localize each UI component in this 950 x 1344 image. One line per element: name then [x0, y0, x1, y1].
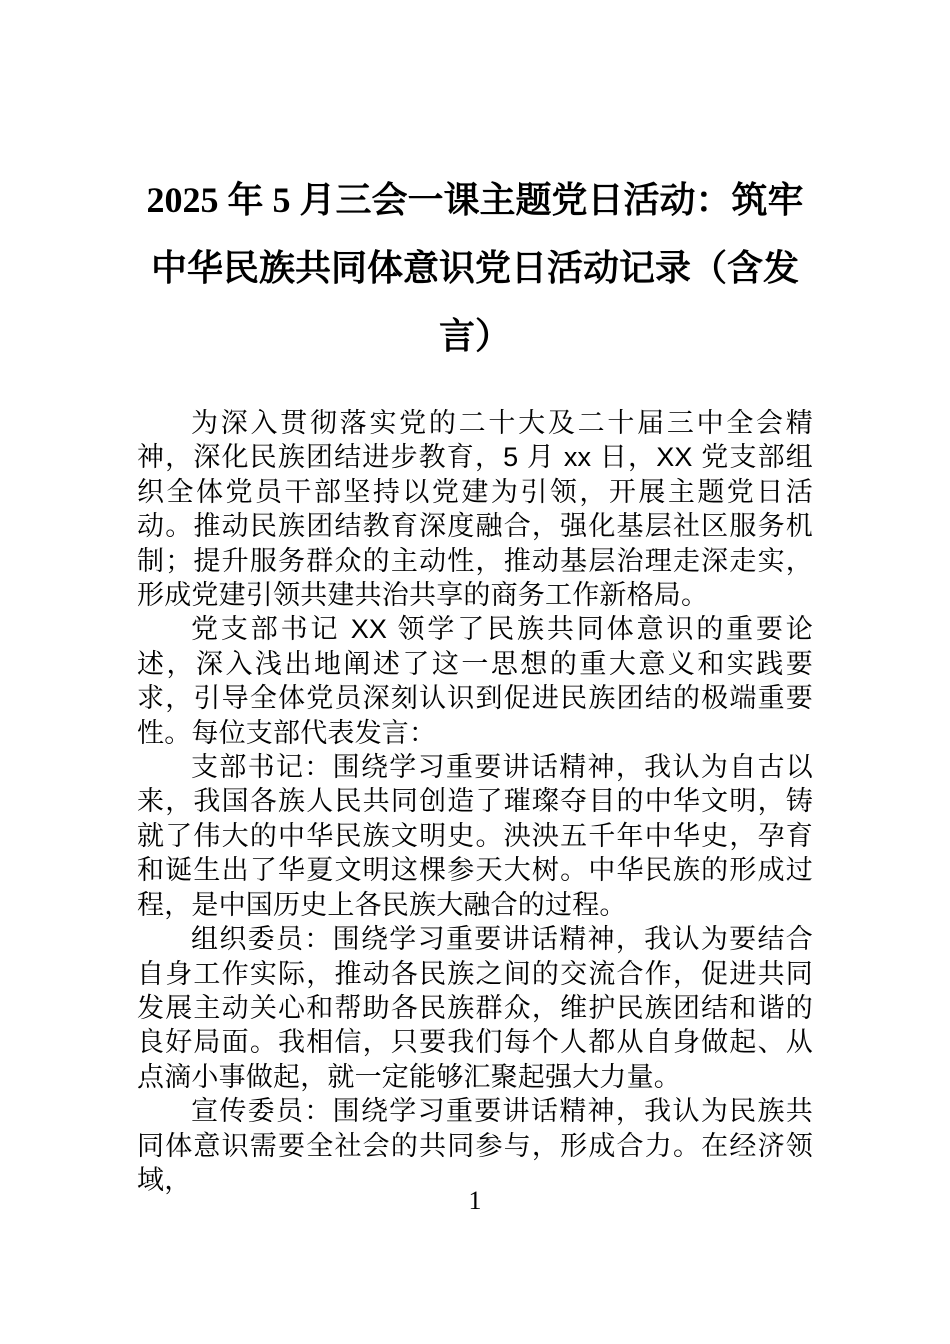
document-title	[115, 0, 835, 370]
paragraph-secretary-lead: 党支部书记 XX 领学了民族共同体意识的重要论述，深入浅出地阐述了这一思想的重大意义和实践要求，引导全体党员深刻认识到促进民族团结的极端重要性。每位支部代表发言：	[137, 614, 813, 748]
paragraph-branch-secretary-speech: 支部书记：围绕学习重要讲话精神，我认为自古以来，我国各族人民共同创造了璀璨夺目的中华文明，铸就了伟大的中华民族文明史。泱泱五千年中华史，孕育和诞生出了华夏文明这棵参天大树。中华民族的形成过程，是中国历史上各民族大融合的过程。	[137, 752, 813, 920]
title-line-2: 中华民族共同体意识党日活动记录（含发	[150, 248, 799, 288]
paragraph-publicity-member-speech: 宣传委员：围绕学习重要讲话精神，我认为民族共同体意识需要全社会的共同参与，形成合力。在经济领域，	[137, 1096, 813, 1195]
paragraph-organization-member-speech: 组织委员：围绕学习重要讲话精神，我认为要结合自身工作实际，推动各民族之间的交流合作，促进共同发展主动关心和帮助各民族群众，维护民族团结和谐的良好局面。我相信，只要我们每个人都从自身做起、从点滴小事做起，就一定能够汇聚起强大力量。	[137, 924, 813, 1092]
page-number: 1	[468, 1186, 482, 1215]
title-line-3: 言）	[438, 316, 511, 356]
document-body	[137, 406, 813, 1197]
paragraph-intro: 为深入贯彻落实党的二十大及二十届三中全会精神，深化民族团结进步教育，5 月 xx 日，XX 党支部组织全体党员干部坚持以党建为引领，开展主题党日活动。推动民族团结教育深度融合，强化基层社区服务机制；提升服务群众的主动性，推动基层治理走深走实，形成党建引领共建共治共享的商务工作新格局。	[137, 408, 813, 611]
title-line-1: 2025 年 5 月三会一课主题党日活动：筑牢	[146, 180, 804, 220]
